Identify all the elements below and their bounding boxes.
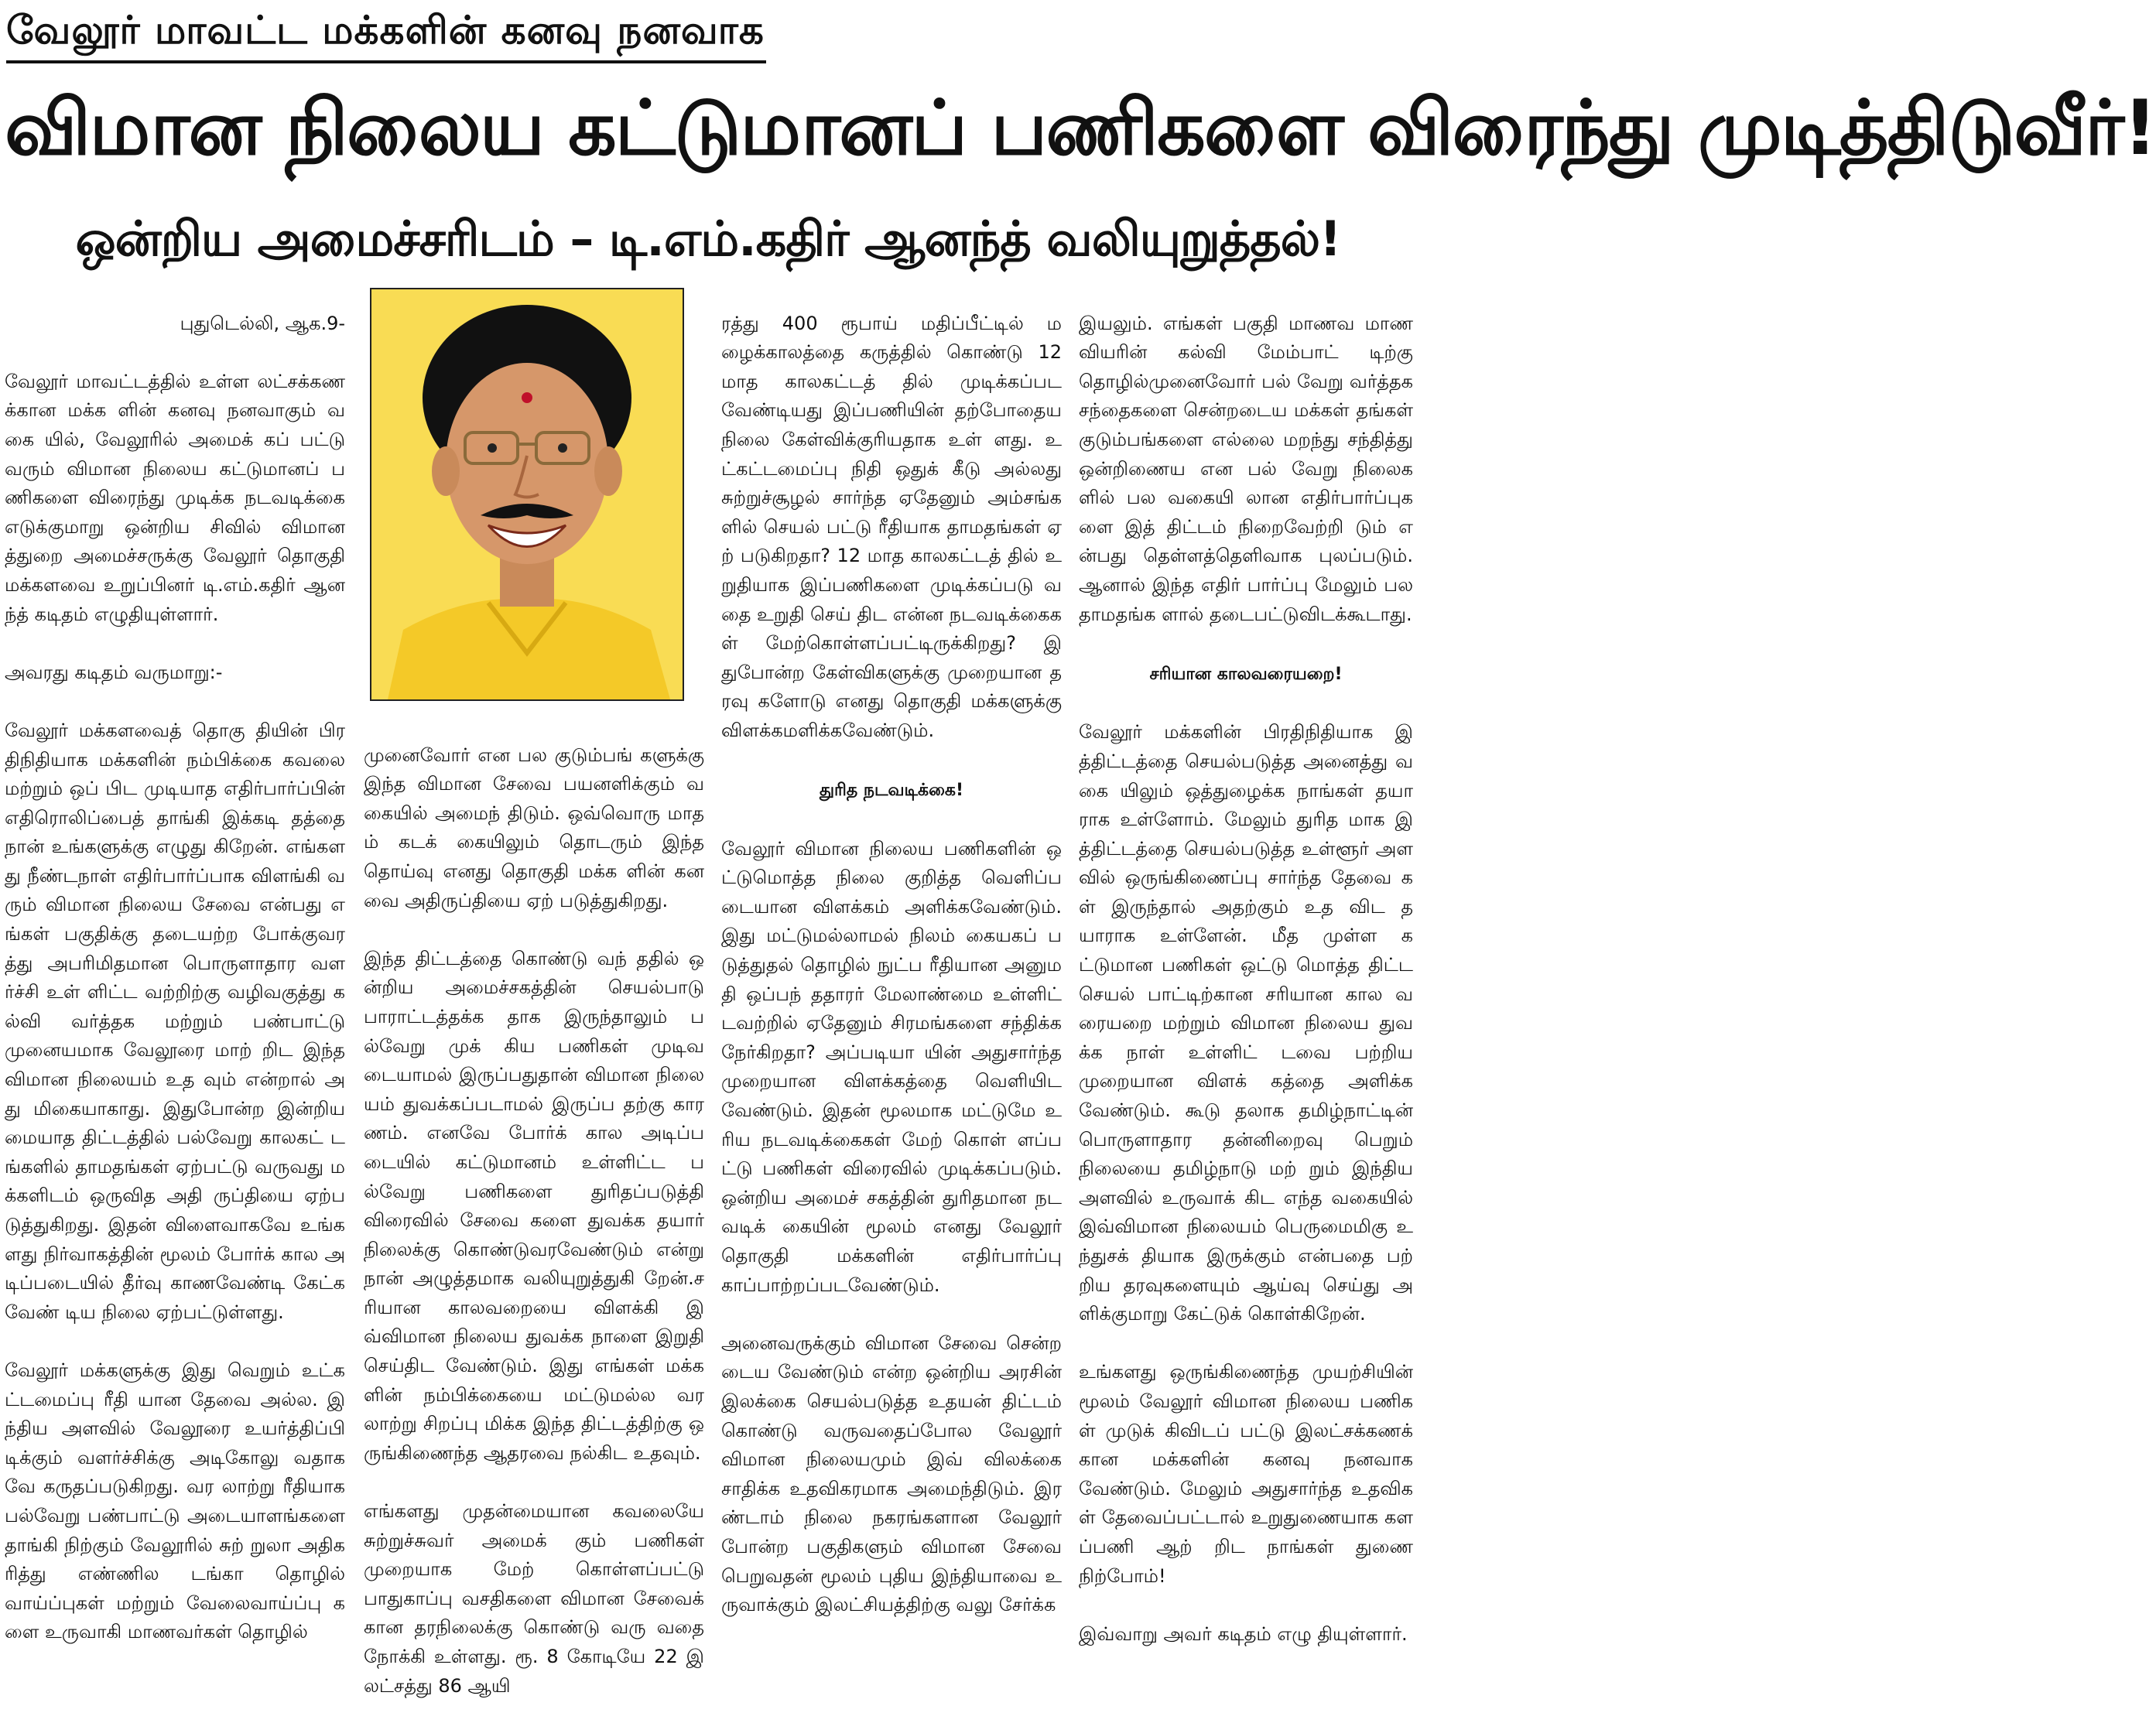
portrait-image-icon	[371, 289, 683, 699]
paragraph: எங்களது முதன்மையான கவலையே சுற்றுச்சுவர் அமைக் கும் பணிகள் முறையாக மேற் கொள்ளப்பட்டு பாதுகாப்பு வசதிகளை விமான சேவைக் கான தரநிலைக்கு கொண்டு வரு வதை நோக்கி உள்ளது. ரூ. 8 கோடியே 22 இலட்சத்து 86 ஆயி	[364, 1500, 704, 1697]
subheadline: ஒன்றிய அமைச்சரிடம் – டி.எம்.கதிர் ஆனந்த் வலியுறுத்தல்!	[75, 210, 1341, 267]
section-subhead: சரியான காலவரையறை!	[1149, 664, 1343, 684]
paragraph: உங்களது ஒருங்கிணைந்த முயற்சியின் மூலம் வேலூர் விமான நிலைய பணிகள் முடுக் கிவிடப் பட்டு இலட்சக்கணக் கான மக்களின் கனவு நனவாக வேண்டும். மேலும் அதுசார்ந்த உதவிகள் தேவைப்பட்டால் உறுதுணையாக களப்பணி ஆற் றிட நாங்கள் துணை நிற்போம்!	[1079, 1361, 1413, 1587]
paragraph: வேலூர் மாவட்டத்தில் உள்ள லட்சக்கணக்கான மக்க ளின் கனவு நனவாகும் வகை யில், வேலூரில் அமைக் கப் பட்டு வரும் விமான நிலைய கட்டுமானப் பணிகளை விரைந்து முடிக்க நடவடிக்கை எடுக்குமாறு ஒன்றிய சிவில் விமானத்துறை அமைச்சருக்கு வேலூர் தொகுதி மக்களவை உறுப்பினர் டி.எம்.கதிர் ஆனந்த் கடிதம் எழுதியுள்ளார்.	[5, 370, 345, 625]
paragraph: வேலூர் மக்களுக்கு இது வெறும் உட்கட்டமைப்பு ரீதி யான தேவை அல்ல. இந்திய அளவில் வேலூரை உயர்த்திப்பி டிக்கும் வளர்ச்சிக்கு அடிகோலு வதாகவே கருதப்படுகிறது. வர லாற்று ரீதியாக பல்வேறு பண்பாட்டு அடையாளங்களை தாங்கி நிற்கும் வேலூரில் சுற் றுலா அதிகரித்து எண்ணில டங்கா தொழில் வாய்ப்புகள் மற்றும் வேலைவாய்ப்பு களை உருவாகி மாணவர்கள் தொழில்	[5, 1359, 345, 1643]
headline: விமான நிலைய கட்டுமானப் பணிகளை விரைந்து முடித்திடுவீர்!	[5, 84, 2156, 173]
portrait-photo	[370, 288, 684, 701]
paragraph: இயலும். எங்கள் பகுதி மாணவ மாணவியரின் கல்வி மேம்பாட் டிற்கு தொழில்முனைவோர் பல் வேறு வர்த்தக சந்தைகளை சென்றடைய மக்கள் தங்கள் குடும்பங்களை எல்லை மறந்து சந்தித்து ஒன்றிணைய என பல் வேறு நிலைகளில் பல வகையி லான எதிர்பார்ப்புகளை இத் திட்டம் நிறைவேற்றி டும் என்பது தெள்ளத்தெளிவாக புலப்படும். ஆனால் இந்த எதிர் பார்ப்பு மேலும் பல தாமதங்க ளால் தடைபட்டுவிடக்கூடாது.	[1079, 312, 1413, 625]
dateline: புதுடெல்லி, ஆக.9-	[180, 312, 345, 334]
kicker: வேலூர் மாவட்ட மக்களின் கனவு நனவாக	[6, 8, 765, 53]
paragraph: அவரது கடிதம் வருமாறு:-	[5, 661, 223, 683]
section-subhead: துரித நடவடிக்கை!	[819, 781, 964, 801]
column-2	[364, 712, 704, 1704]
paragraph: ரத்து 400 ரூபாய் மதிப்பீட்டில் மழைக்காலத்தை கருத்தில் கொண்டு 12 மாத காலகட்டத் தில் முடிக்கப்படவேண்டியது இப்பணியின் தற்போதைய நிலை கேள்விக்குரியதாக உள் ளது. உட்கட்டமைப்பு நிதி ஒதுக் கீடு அல்லது சுற்றுச்சூழல் சார்ந்த ஏதேனும் அம்சங்களில் செயல் பட்டு ரீதியாக தாமதங்கள் ஏற் படுகிறதா? 12 மாத காலகட்டத் தில் உறுதியாக இப்பணிகளை முடிக்கப்படு வதை உறுதி செய் திட என்ன நடவடிக்கைகள் மேற்கொள்ளப்பட்டிருக்கிறது? இதுபோன்ற கேள்விகளுக்கு முறையான தரவு களோடு எனது தொகுதி மக்களுக்கு விளக்கமளிக்கவேண்டும்.	[721, 312, 1062, 741]
column-1	[5, 280, 345, 1704]
paragraph: இந்த திட்டத்தை கொண்டு வந் ததில் ஒன்றிய அமைச்சகத்தின் செயல்பாடு பாராட்டத்தக்க தாக இருந்தாலும் பல்வேறு முக் கிய பணிகள் முடிவடையாமல் இருப்பதுதான் விமான நிலை யம் துவக்கப்படாமல் இருப்ப தற்கு காரணம். எனவே போர்க் கால அடிப்படையில் கட்டுமானம் உள்ளிட்ட பல்வேறு பணிகளை துரிதப்படுத்தி விரைவில் சேவை களை துவக்க தயார் நிலைக்கு கொண்டுவரவேண்டும் என்று நான் அழுத்தமாக வலியுறுத்துகி றேன்.சரியான காலவறையை விளக்கி இவ்விமான நிலைய துவக்க நாளை இறுதி செய்திட வேண்டும். இது எங்கள் மக்க ளின் நம்பிக்கையை மட்டுமல்ல வரலாற்று சிறப்பு மிக்க இந்த திட்டத்திற்கு ஒருங்கிணைந்த ஆதரவை நல்கிட உதவும்.	[364, 947, 704, 1464]
paragraph: வேலூர் விமான நிலைய பணிகளின் ஒட்டுமொத்த நிலை குறித்த வெளிப்படையான விளக்கம் அளிக்கவேண்டும். இது மட்டுமல்லாமல் நிலம் கையகப் படுத்துதல் தொழில் நுட்ப ரீதியான அனுமதி ஒப்பந் ததாரர் மேலாண்மை உள்ளிட் டவற்றில் ஏதேனும் சிரமங்களை சந்திக்க நேர்கிறதா? அப்படியா யின் அதுசார்ந்த முறையான விளக்கத்தை வெளியிட வேண்டும். இதன் மூலமாக மட்டுமே உரிய நடவடிக்கைகள் மேற் கொள் ளப்பட்டு பணிகள் விரைவில் முடிக்கப்படும். ஒன்றிய அமைச் சகத்தின் துரிதமான நடவடிக் கையின் மூலம் எனது வேலூர் தொகுதி மக்களின் எதிர்பார்ப்பு காப்பாற்றப்படவேண்டும்.	[721, 837, 1062, 1296]
paragraph: வேலூர் மக்களின் பிரதிநிதியாக இத்திட்டத்தை செயல்படுத்த அனைத்து வகை யிலும் ஒத்துழைக்க நாங்கள் தயா ராக உள்ளோம். மேலும் துரித மாக இத்திட்டத்தை செயல்படுத்த உள்ளூர் அளவில் ஒருங்கிணைப்பு சார்ந்த தேவை கள் இருந்தால் அதற்கும் உத விட தயாராக உள்ளேன். மீத முள்ள கட்டுமான பணிகள் ஒட்டு மொத்த திட்ட செயல் பாட்டிற்கான சரியான கால வரையறை மற்றும் விமான நிலைய துவக்க நாள் உள்ளிட் டவை பற்றிய முறையான விளக் கத்தை அளிக்கவேண்டும். கூடு தலாக தமிழ்நாட்டின் பொருளாதார தன்னிறைவு பெறும் நிலையை தமிழ்நாடு மற் றும் இந்திய அளவில் உருவாக் கிட எந்த வகையில் இவ்விமான நிலையம் பெருமைமிகு உந்துசக் தியாக இருக்கும் என்பதை பற் றிய தரவுகளையும் ஆய்வு செய்து அளிக்குமாறு கேட்டுக் கொள்கிறேன்.	[1079, 721, 1413, 1325]
paragraph: இவ்வாறு அவர் கடிதம் எழு தியுள்ளார்.	[1079, 1622, 1408, 1645]
column-4	[1079, 280, 1413, 1704]
kicker-rule	[6, 60, 766, 63]
paragraph: முனைவோர் என பல குடும்பங் களுக்கு இந்த விமான சேவை பயனளிக்கும் வகையில் அமைந் திடும். ஒவ்வொரு மாதம் கடக் கையிலும் தொடரும் இந்த தொய்வு எனது தொகுதி மக்க ளின் கனவை அதிருப்தியை ஏற் படுத்துகிறது.	[364, 744, 704, 911]
paragraph: அனைவருக்கும் விமான சேவை சென்றடைய வேண்டும் என்ற ஒன்றிய அரசின் இலக்கை செயல்படுத்த உதயன் திட்டம் கொண்டு வருவதைப்போல வேலூர் விமான நிலையமும் இவ் விலக்கை சாதிக்க உதவிகரமாக அமைந்திடும். இரண்டாம் நிலை நகரங்களான வேலூர் போன்ற பகுதிகளும் விமான சேவை பெறுவதன் மூலம் புதிய இந்தியாவை உருவாக்கும் இலட்சியத்திற்கு வலு சேர்க்க	[721, 1332, 1062, 1616]
paragraph: வேலூர் மக்களவைத் தொகு தியின் பிரதிநிதியாக மக்களின் நம்பிக்கை கவலை மற்றும் ஒப் பிட முடியாத எதிர்பார்ப்பின் எதிரொலிப்பைத் தாங்கி இக்கடி தத்தை நான் உங்களுக்கு எழுது கிறேன். எங்களது நீண்டநாள் எதிர்பார்ப்பாக விளங்கி வரும் விமான நிலைய சேவை என்பது எங்கள் பகுதிக்கு தடையற்ற போக்குவரத்து அபரிமிதமான பொருளாதார வளர்ச்சி உள் ளிட்ட வற்றிற்கு வழிவகுத்து கல்வி வர்த்தக மற்றும் பண்பாட்டு முனையமாக வேலூரை மாற் றிட இந்த விமான நிலையம் உத வும் என்றால் அது மிகையாகாது. இதுபோன்ற இன்றியமையாத திட்டத்தில் பல்வேறு காலகட் டங்களில் தாமதங்கள் ஏற்பட்டு வருவது மக்களிடம் ஒருவித அதி ருப்தியை ஏற்படுத்துகிறது. இதன் விளைவாகவே உங்களது நிர்வாகத்தின் மூலம் போர்க் கால அடிப்படையில் தீர்வு காணவேண்டி கேட்கவேண் டிய நிலை ஏற்பட்டுள்ளது.	[5, 719, 345, 1323]
column-3	[721, 280, 1062, 1704]
